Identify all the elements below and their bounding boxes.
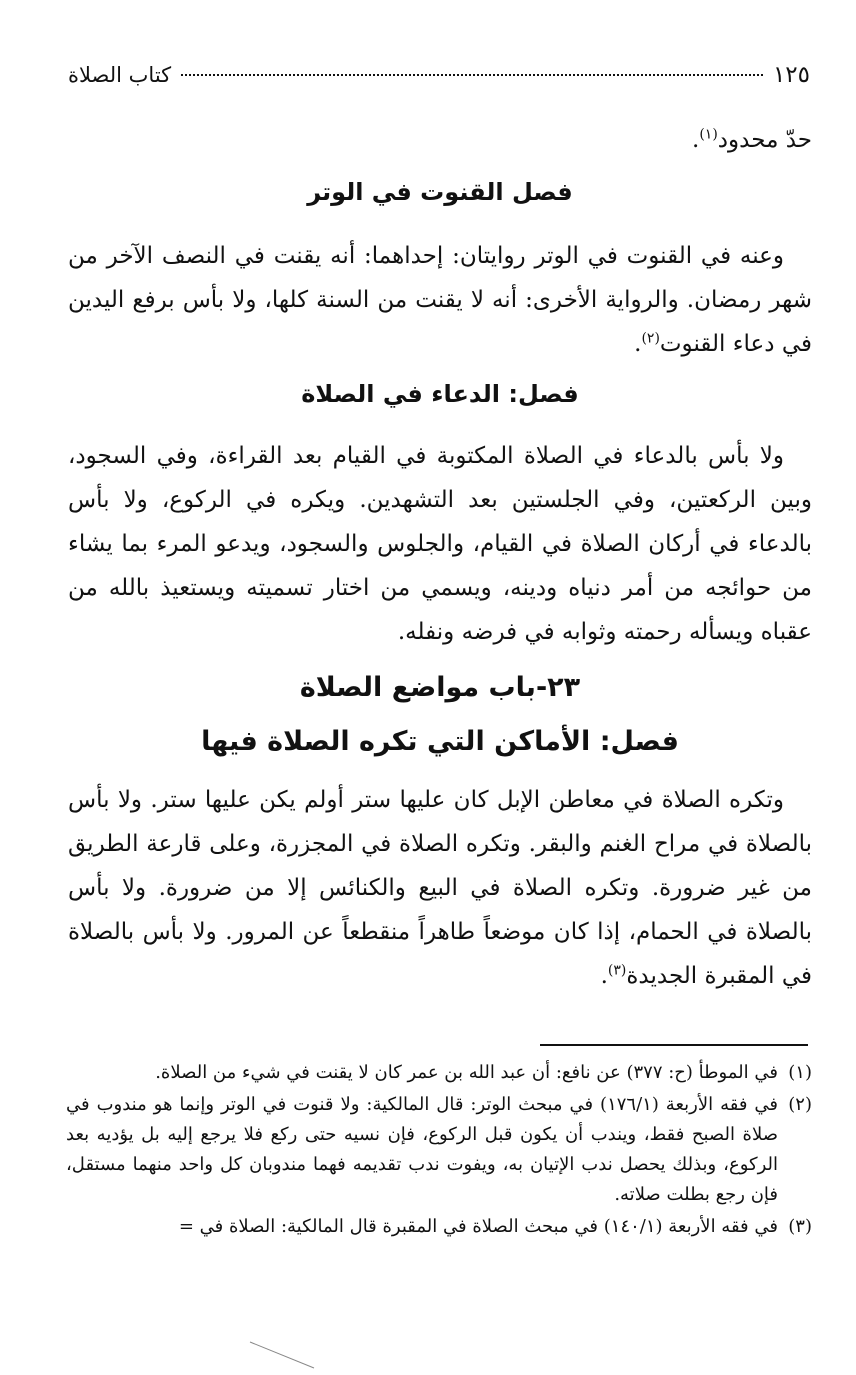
paragraph-places-end: . — [600, 963, 608, 989]
footnote-ref-3: (٣) — [607, 962, 627, 979]
intro-paragraph — [68, 118, 812, 162]
footnote-text: في فقه الأربعة (١٧٦/١) في مبحث الوتر: قال المالكية: ولا قنوت في الوتر وإنما هو مندوب في صلاة الصبح فقط، ويندب أن يكون قبل الركوع، فإن نسيه حتى ركع فلا يرجع إليه بل يؤديه بعد الركوع، وبذلك يحصل ندب الإتيان به، ويفوت ندب تقديمه فهما مندوبان كل واحد منهما مستقل، فإن رجع بطلت صلاته. — [66, 1094, 779, 1205]
footnote-2 — [66, 1090, 812, 1210]
section-heading-qunut: فصل القنوت في الوتر — [307, 178, 573, 206]
footnote-number: (١) — [788, 1062, 812, 1083]
section-heading-dua: فصل: الدعاء في الصلاة — [301, 380, 579, 408]
footnote-number: (٣) — [788, 1216, 812, 1237]
footnote-text: في الموطأ (ح: ٣٧٧) عن نافع: أن عبد الله بن عمر كان لا يقنت في شيء من الصلاة. — [155, 1062, 778, 1083]
chapter-subheading: فصل: الأماكن التي تكره الصلاة فيها — [201, 726, 679, 757]
paragraph-places — [68, 778, 812, 998]
paragraph-dua-text: ولا بأس بالدعاء في الصلاة المكتوبة في القيام بعد القراءة، وفي السجود، وبين الركعتين، وفي الجلستين بعد التشهدين. ويكره في الركوع، ولا بأس بالدعاء في أركان الصلاة في القيام، والجلوس والسجود، ويدعو المرء بما يشاء من حوائجه من أمر دنياه ودينه، ويسمي من اختار تسميته ويستعيذ بالله من عقباه ويسأله رحمته وثوابه في فرضه ونفله. — [68, 443, 812, 645]
footnote-separator — [540, 1044, 808, 1046]
page-number: ١٢٥ — [772, 62, 810, 88]
running-header — [68, 62, 810, 96]
paragraph-qunut-text: وعنه في القنوت في الوتر روايتان: إحداهما: أنه يقنت في النصف الآخر من شهر رمضان. والرواية الأخرى: أنه لا يقنت من السنة كلها، ولا بأس برفع اليدين في دعاء القنوت — [68, 243, 812, 357]
chapter-heading: ٢٣-باب مواضع الصلاة — [299, 672, 581, 703]
running-title: كتاب الصلاة — [68, 63, 172, 87]
paragraph-dua — [68, 434, 812, 654]
footnote-3 — [66, 1212, 812, 1242]
footnote-ref-2: (٢) — [641, 330, 660, 347]
footnotes — [66, 1058, 812, 1244]
footnote-text: في فقه الأربعة (١٤٠/١) في مبحث الصلاة في المقبرة قال المالكية: الصلاة في = — [178, 1216, 778, 1237]
paragraph-qunut — [68, 234, 812, 366]
paragraph-places-text: وتكره الصلاة في معاطن الإبل كان عليها ستر أولم يكن عليها ستر. ولا بأس بالصلاة في مراح الغنم والبقر. وتكره الصلاة في المجزرة، وعلى قارعة الطريق من غير ضرورة. وتكره الصلاة في البيع والكنائس إلا من ضرورة. ولا بأس بالصلاة في الحمام، إذا كان موضعاً طاهراً منقطعاً عن المرور. ولا بأس بالصلاة في المقبرة الجديدة — [68, 787, 812, 989]
footnote-number: (٢) — [788, 1094, 812, 1115]
footnote-1 — [66, 1058, 812, 1088]
scan-artifact-line — [248, 1340, 318, 1370]
intro-end: . — [692, 127, 700, 153]
paragraph-qunut-end: . — [634, 331, 642, 357]
leader-dots — [181, 74, 763, 76]
footnote-ref-1: (١) — [699, 126, 718, 143]
intro-text: حدّ محدود — [717, 127, 812, 153]
